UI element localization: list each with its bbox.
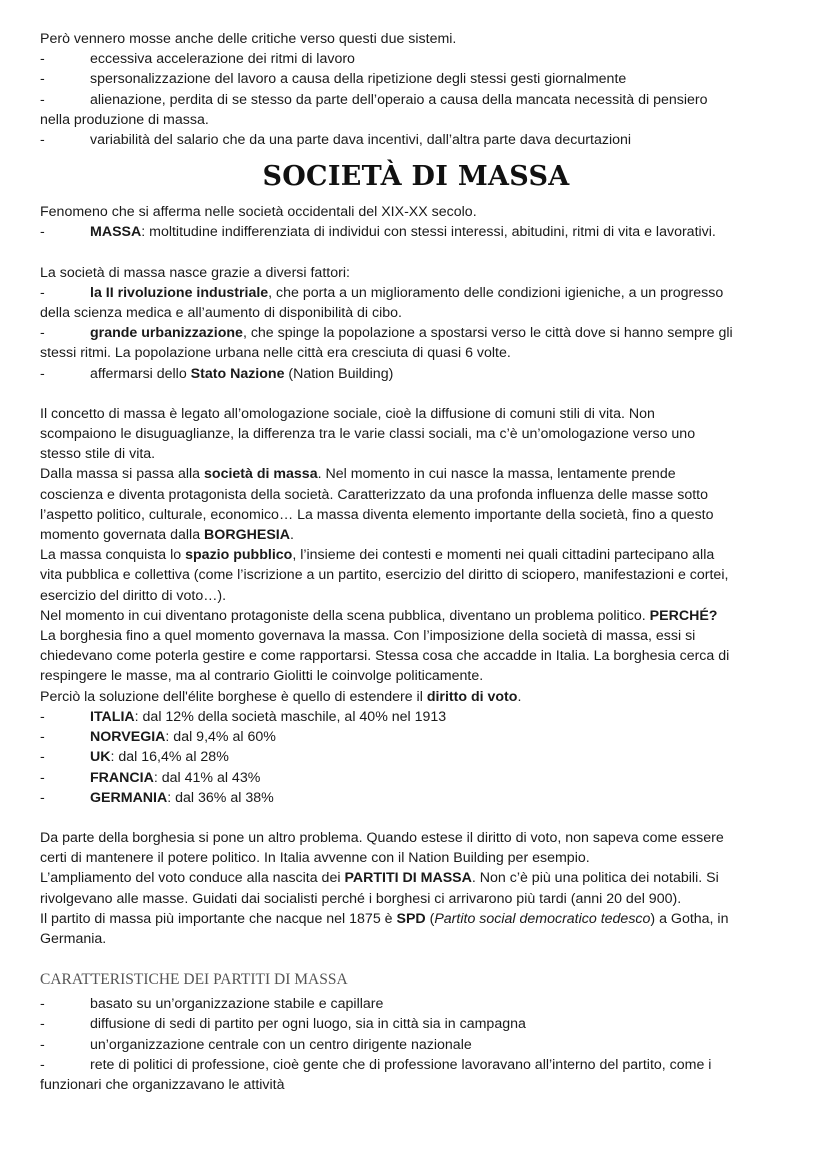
critique-item-continuation: nella produzione di massa. [40,111,209,128]
factors-intro: La società di massa nasce grazie a diversi fattori: [40,264,350,281]
paragraph: L’ampliamento del voto conduce alla nascita dei PARTITI DI MASSA. Non c’è più una politica dei notabili. Si [40,870,719,887]
paragraph: Nel momento in cui diventano protagoniste della scena pubblica, diventano un problema politico. PERCHÉ? [40,607,718,624]
paragraph: Dalla massa si passa alla società di massa. Nel momento in cui nasce la massa, lentamente prende [40,466,676,483]
paragraph: Germania. [40,930,107,947]
factor-item: - la II rivoluzione industriale, che porta a un miglioramento delle condizioni igieniche, a un progresso [40,284,724,301]
factor-item: - affermarsi dello Stato Nazione (Nation Building) [40,365,394,382]
vote-item: - ITALIA: dal 12% della società maschile, al 40% nel 1913 [40,708,447,725]
paragraph: La borghesia fino a quel momento governava la massa. Con l’imposizione della società di massa, essi si [40,628,696,645]
paragraph: momento governata dalla BORGHESIA. [40,527,294,544]
paragraph: vita pubblica e collettiva (come l’iscrizione a un partito, esercizio del diritto di sciopero, manifestazioni e cortei, [40,567,729,584]
paragraph: Da parte della borghesia si pone un altro problema. Quando estese il diritto di voto, non sapeva come essere [40,829,724,846]
paragraph: respingere le masse, ma al contrario Giolitti le coinvolge politicamente. [40,668,484,685]
document-page [40,29,792,1095]
feature-item: - diffusione di sedi di partito per ogni luogo, sia in città sia in campagna [40,1016,526,1033]
paragraph: scompaiono le disuguaglianze, la differenza tra le varie classi sociali, ma c’è un’omologazione verso uno [40,426,696,443]
page-title: SOCIETÀ DI MASSA [262,161,570,193]
critique-item: - alienazione, perdita di se stesso da parte dell’operaio a causa della mancata necessità di pensiero [40,91,708,108]
factor-continuation: stessi ritmi. La popolazione urbana nelle città era cresciuta di quasi 6 volte. [40,345,511,362]
intro-paragraph: Però vennero mosse anche delle critiche verso questi due sistemi. [40,31,457,47]
factor-continuation: della scienza medica e all’aumento di disponibilità di cibo. [40,305,402,322]
paragraph: Il partito di massa più importante che nacque nel 1875 è SPD (Partito social democratico tedesco) a Gotha, in [40,910,729,927]
paragraph: La massa conquista lo spazio pubblico, l’insieme dei contesti e momenti nei quali cittadini partecipano alla [40,547,715,564]
feature-continuation: funzionari che organizzavano le attività [40,1076,285,1093]
critique-item: - eccessiva accelerazione dei ritmi di lavoro [40,51,355,68]
paragraph: certi di mantenere il potere politico. In Italia avvenne con il Nation Building per esempio. [40,850,590,867]
paragraph: coscienza e diventa protagonista della società. Caratterizzato da una profonda influenza delle masse sotto [40,486,709,503]
definition-line: Fenomeno che si afferma nelle società occidentali del XIX-XX secolo. [40,204,477,221]
paragraph: l’aspetto politico, culturale, economico… La massa diventa elemento importante della società, fino a questo [40,506,714,523]
paragraph: stesso stile di vita. [40,446,156,463]
vote-item: - GERMANIA: dal 36% al 38% [40,789,274,806]
paragraph: rivolgevano alle masse. Guidati dai socialisti perché i borghesi ci arrivarono più tardi (anni 20 del 900). [40,890,682,907]
feature-item: - rete di politici di professione, cioè gente che di professione lavoravano all’interno del partito, come i [40,1056,712,1073]
factor-item: - grande urbanizzazione, che spinge la popolazione a spostarsi verso le città dove si hanno sempre gli [40,325,733,342]
paragraph: chiedevano come poterla gestire e come rapportarsi. Stessa cosa che accadde in Italia. La borghesia cerca di [40,648,730,665]
feature-item: - basato su un’organizzazione stabile e capillare [40,996,384,1013]
definition-item: - MASSA: moltitudine indifferenziata di individui con stessi interessi, abitudini, ritmi di vita e lavorativi. [40,224,716,241]
paragraph: esercizio del diritto di voto…). [40,587,227,604]
paragraph: Il concetto di massa è legato all’omologazione sociale, cioè la diffusione di comuni stili di vita. Non [40,405,655,422]
vote-item: - NORVEGIA: dal 9,4% al 60% [40,729,276,746]
section-heading: CARATTERISTICHE DEI PARTITI DI MASSA [40,971,348,989]
critique-item: - spersonalizzazione del lavoro a causa della ripetizione degli stessi gesti giornalmente [40,71,627,88]
vote-item: - FRANCIA: dal 41% al 43% [40,769,261,786]
feature-item: - un’organizzazione centrale con un centro dirigente nazionale [40,1036,472,1053]
paragraph: Perciò la soluzione dell'élite borghese è quello di estendere il diritto di voto. [40,688,522,705]
critique-item: - variabilità del salario che da una parte dava incentivi, dall’altra parte dava decurtazioni [40,132,632,149]
vote-item: - UK: dal 16,4% al 28% [40,749,229,766]
